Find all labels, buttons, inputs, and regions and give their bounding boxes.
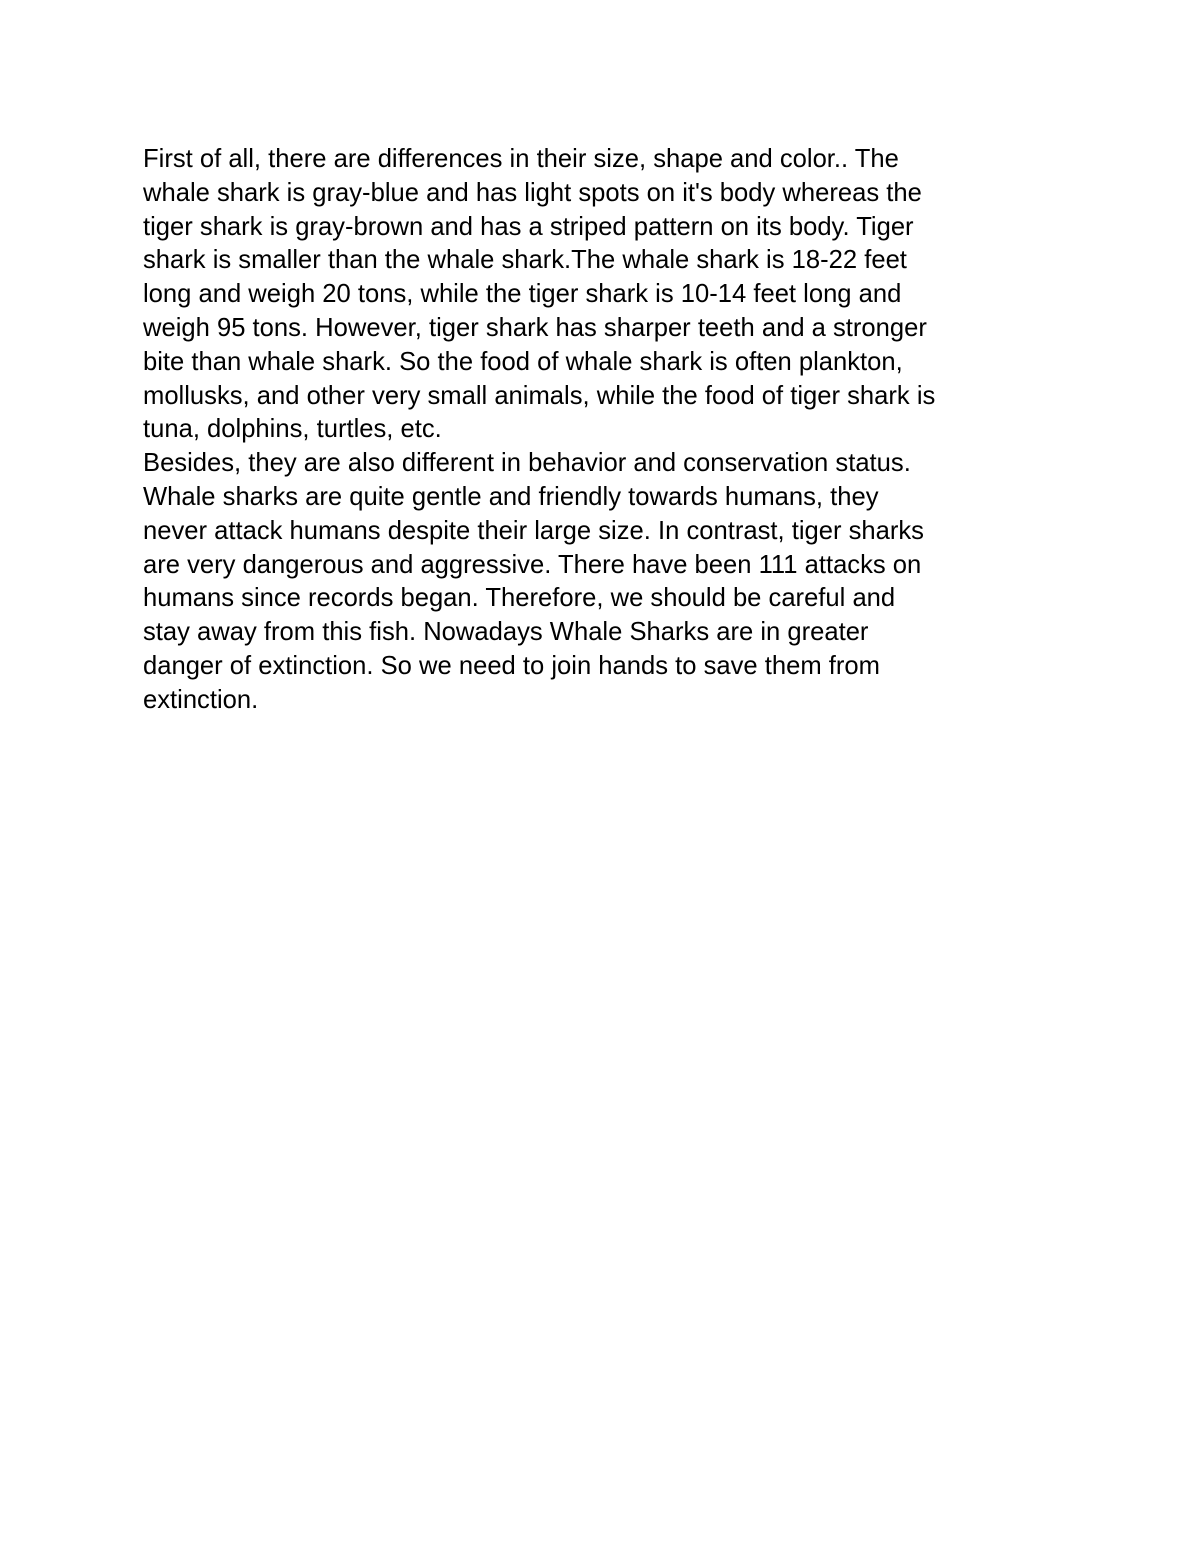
text-line: Besides, they are also different in behavior and conservation status. [143,449,911,478]
text-line: stay away from this fish. Nowadays Whale Sharks are in greater [143,618,869,647]
text-line: humans since records began. Therefore, we should be careful and [143,584,896,613]
text-line: tiger shark is gray-brown and has a striped pattern on its body. Tiger [143,212,914,241]
text-line: bite than whale shark. So the food of whale shark is often plankton, [143,347,903,376]
text-line: never attack humans despite their large size. In contrast, tiger sharks [143,516,924,545]
text-line: tuna, dolphins, turtles, etc. [143,415,442,444]
text-line: Whale sharks are quite gentle and friendly towards humans, they [143,482,879,511]
text-line: shark is smaller than the whale shark.The whale shark is 18-22 feet [143,246,907,275]
text-line: extinction. [143,685,259,714]
text-line: weigh 95 tons. However, tiger shark has sharper teeth and a stronger [143,313,927,342]
text-line: whale shark is gray-blue and has light spots on it's body whereas the [143,178,922,207]
body-text [143,143,1083,718]
text-line: danger of extinction. So we need to join hands to save them from [143,651,880,680]
text-line: First of all, there are differences in their size, shape and color.. The [143,145,899,173]
text-line: long and weigh 20 tons, while the tiger shark is 10-14 feet long and [143,280,902,309]
text-line: are very dangerous and aggressive. There have been 111 attacks on [143,550,922,579]
text-line: mollusks, and other very small animals, while the food of tiger shark is [143,381,936,410]
